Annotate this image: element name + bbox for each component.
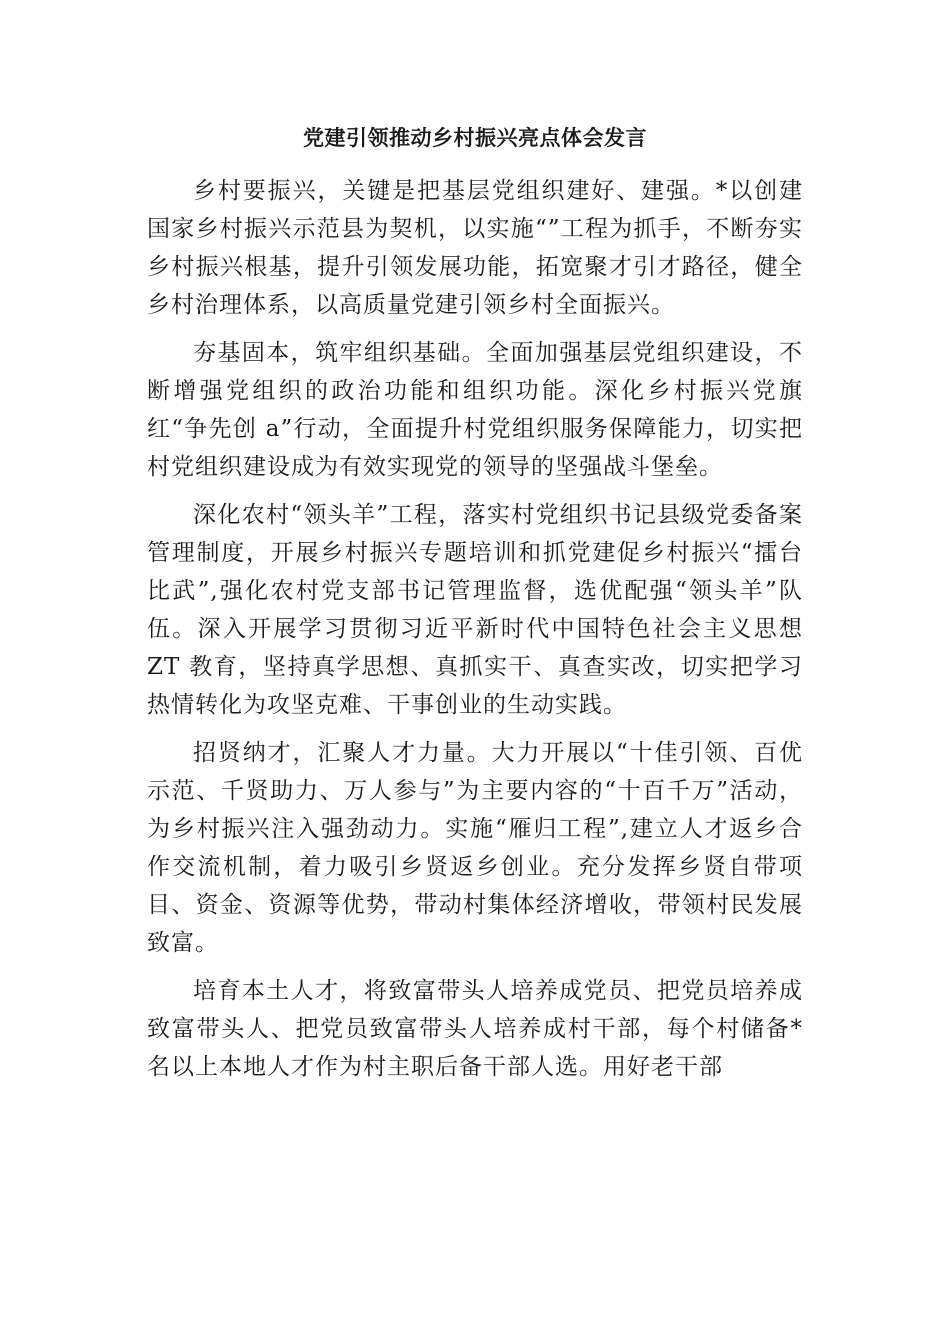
paragraph-intro: 乡村要振兴，关键是把基层党组织建好、建强。*以创建国家乡村振兴示范县为契机，以实施“”工程为抓手，不断夯实乡村振兴根基，提升引领发展功能，拓宽聚才引才路径，健全乡村治理体系，以高质量党建引领乡村全面振兴。 bbox=[147, 178, 803, 318]
paragraph-leader: 深化农村“领头羊”工程，落实村党组织书记县级党委备案管理制度，开展乡村振兴专题培训和抓党建促乡村振兴“擂台比武”,强化农村党支部书记管理监督，选优配强“领头羊”队伍。深入开展学习贯彻习近平新时代中国特色社会主义思想 ZT 教育，坚持真学思想、真抓实干、真查实改，切实把学习热情转化为攻坚克难、干事创业的生动实践。 bbox=[147, 502, 803, 718]
paragraph-local-talent: 培育本土人才，将致富带头人培养成党员、把党员培养成致富带头人、把党员致富带头人培养成村干部，每个村储备*名以上本地人才作为村主职后备干部人选。用好老干部 bbox=[147, 978, 803, 1080]
paragraph-organization: 夯基固本，筑牢组织基础。全面加强基层党组织建设，不断增强党组织的政治功能和组织功能。深化乡村振兴党旗红“争先创 a”行动，全面提升村党组织服务保障能力，切实把村党组织建设成为有效实现党的领导的坚强战斗堡垒。 bbox=[147, 340, 803, 480]
document-page bbox=[147, 118, 803, 1096]
paragraph-talent: 招贤纳才，汇聚人才力量。大力开展以“十佳引领、百优示范、千贤助力、万人参与”为主要内容的“十百千万”活动，为乡村振兴注入强劲动力。实施“雁归工程”,建立人才返乡合作交流机制，着力吸引乡贤返乡创业。充分发挥乡贤自带项目、资金、资源等优势，带动村集体经济增收，带领村民发展致富。 bbox=[147, 740, 803, 956]
document-title: 党建引领推动乡村振兴亮点体会发言 bbox=[303, 125, 647, 150]
